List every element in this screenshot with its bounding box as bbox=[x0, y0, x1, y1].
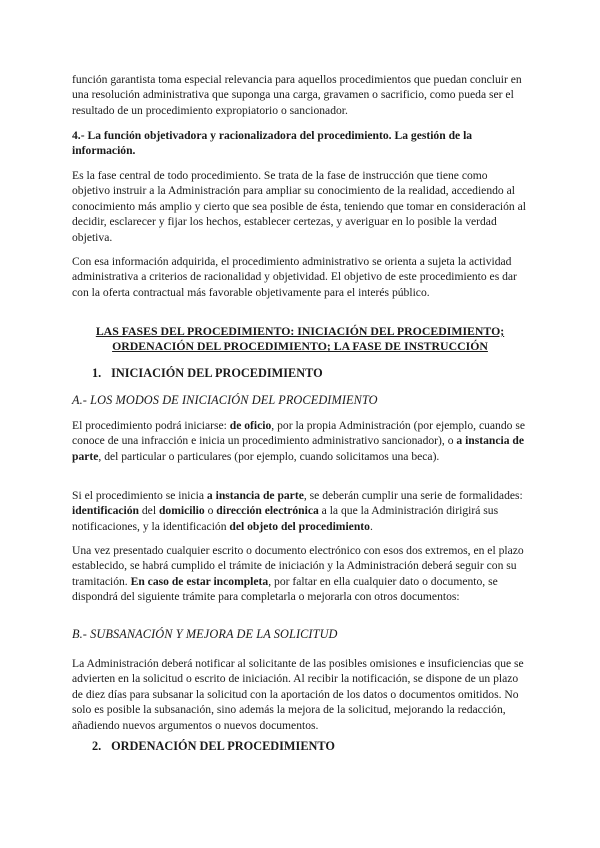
iniciacion-heading bbox=[92, 366, 548, 381]
ordenacion-number: 2. bbox=[92, 739, 102, 753]
intro-paragraph: función garantista toma especial relevancia para aquellos procedimientos que puedan concluir en una resolución administrativa que suponga una carga, gravamen o sacrificio, como pueda ser el resultado de un procedimiento expropiatorio o sancionador. bbox=[72, 73, 522, 117]
modos-paragraph bbox=[72, 418, 528, 464]
instancia-paragraph bbox=[72, 488, 528, 534]
subsanacion-subheading: B.- SUBSANACIÓN Y MEJORA DE LA SOLICITUD bbox=[72, 627, 338, 641]
text-run: , se deberán cumplir una serie de formalidades: bbox=[303, 489, 523, 502]
bold-objeto-procedimiento: del objeto del procedimiento bbox=[229, 519, 370, 533]
modos-subheading: A.- LOS MODOS DE INICIACIÓN DEL PROCEDIMIENTO bbox=[72, 393, 378, 407]
text-run: , por la propia Administración (por ejemplo, cuando se conoce de una infracción e inicia un procedimiento administrativo sancionador), o bbox=[72, 419, 526, 448]
text-run: , por faltar en ella cualquier dato o documento, se dispondrá del siguiente trámite para completarla o mejorarla con otros documentos: bbox=[72, 574, 498, 604]
ordenacion-title: ORDENACIÓN DEL PROCEDIMIENTO bbox=[111, 739, 335, 753]
bold-domicilio: domicilio bbox=[158, 504, 205, 518]
text-run: , del particular o particulares (por ejemplo, cuando solicitamos una beca). bbox=[98, 449, 440, 463]
bold-de-oficio: de oficio bbox=[229, 419, 272, 432]
iniciacion-number: 1. bbox=[92, 366, 102, 380]
fase-central-paragraph: Es la fase central de todo procedimiento. Se trata de la fase de instrucción que tiene como objetivo instruir a la Administración para ampliar su conocimiento de la realidad, accediendo al conocimiento más amplio y cierto que sea posible de ésta, teniendo que tomar en consideración al decidir, esclarecer y fijar los hechos, establecer certezas, y averiguar en lo posible la verdad objetiva. bbox=[72, 169, 526, 244]
subsanacion-paragraph: La Administración deberá notificar al solicitante de las posibles omisiones e insuficiencias que se advierten en la solicitud o escrito de iniciación. Al recibir la notificación, se dispone de un plazo de diez días para subsanar la solicitud con la aportación de los datos o documentos omitidos. No solo es posible la subsanación, sino además la mejora de la solicitud, mejorando la redacción, añadiendo nuevos argumentos o nuevos documentos. bbox=[72, 657, 524, 732]
presentado-paragraph bbox=[72, 543, 528, 605]
text-run: Una vez presentado cualquier escrito o documento electrónico con esos dos extremos, en el plazo establecido, se habrá cumplido el trámite de iniciación y la Administración deberá seguir con su tramitación. bbox=[72, 544, 524, 588]
bold-a-instancia-de-parte: a instancia de parte bbox=[206, 489, 304, 502]
iniciacion-title: INICIACIÓN DEL PROCEDIMIENTO bbox=[111, 366, 323, 380]
bold-a-instancia-de-parte: a instancia de parte bbox=[72, 434, 525, 463]
bold-caso-incompleta: En caso de estar incompleta bbox=[130, 574, 269, 588]
bold-direccion-electronica: dirección electrónica bbox=[216, 504, 319, 518]
section-4-heading: 4.- La función objetivadora y racionalizadora del procedimiento. La gestión de la información. bbox=[72, 129, 473, 158]
fases-heading: LAS FASES DEL PROCEDIMIENTO: INICIACIÓN DEL PROCEDIMIENTO; ORDENACIÓN DEL PROCEDIMIENTO; LA FASE DE INSTRUCCIÓN bbox=[95, 324, 505, 354]
text-run: o bbox=[204, 504, 217, 518]
ordenacion-heading bbox=[92, 739, 548, 754]
text-run: . bbox=[369, 519, 373, 533]
bold-identificacion: identificación bbox=[72, 504, 139, 518]
text-run: del bbox=[138, 504, 159, 518]
text-run: a la que la Administración dirigirá sus notificaciones, y la identificación bbox=[72, 504, 499, 533]
informacion-paragraph: Con esa información adquirida, el procedimiento administrativo se orienta a sujeta la actividad administrativa a criterios de racionalidad y objetividad. El objetivo de este procedimiento es dar con la oferta contractual más favorable objetivamente para el interés público. bbox=[72, 255, 517, 299]
text-run: El procedimiento podrá iniciarse: bbox=[72, 419, 230, 432]
text-run: Si el procedimiento se inicia bbox=[72, 489, 207, 502]
